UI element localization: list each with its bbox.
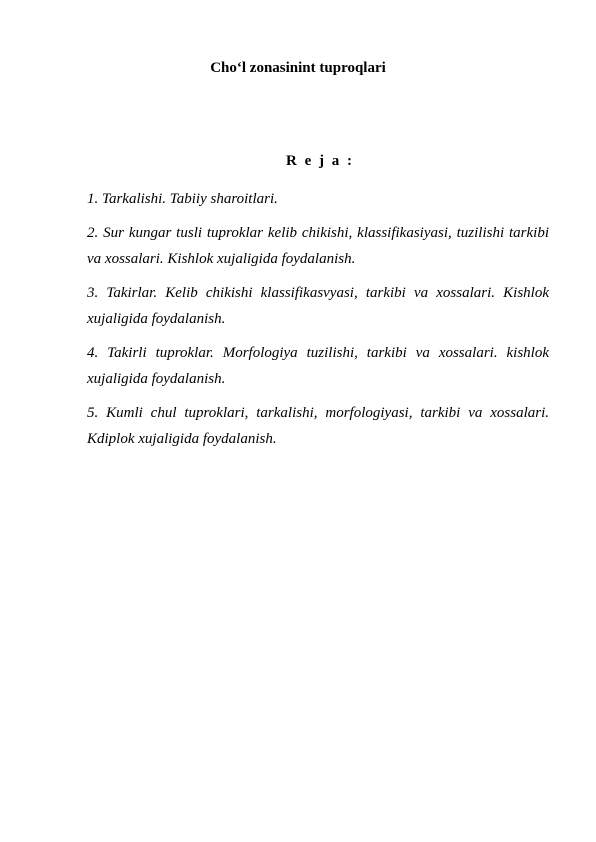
plan-item: 3. Takirlar. Kelib chikishi klassifikasvyasi, tarkibi va xossalari. Kishlok xujaligida foydalanish. [87, 285, 549, 327]
plan-item: 4. Takirli tuproklar. Morfologiya tuzilishi, tarkibi va xossalari. kishlok xujaligida foydalanish. [87, 345, 549, 387]
plan-item: 5. Kumli chul tuproklari, tarkalishi, morfologiyasi, tarkibi va xossalari. Kdiplok xujaligida foydalanish. [87, 405, 549, 447]
plan-heading: R e j a : [286, 153, 354, 169]
document-title: Cho‘l zonasinint tuproqlari [210, 60, 386, 76]
plan-list [87, 186, 549, 460]
plan-item: 2. Sur kungar tusli tuproklar kelib chikishi, klassifikasiyasi, tuzilishi tarkibi va xossalari. Kishlok xujaligida foydalanish. [87, 225, 549, 267]
plan-item: 1. Tarkalishi. Tabiiy sharoitlari. [87, 191, 278, 207]
